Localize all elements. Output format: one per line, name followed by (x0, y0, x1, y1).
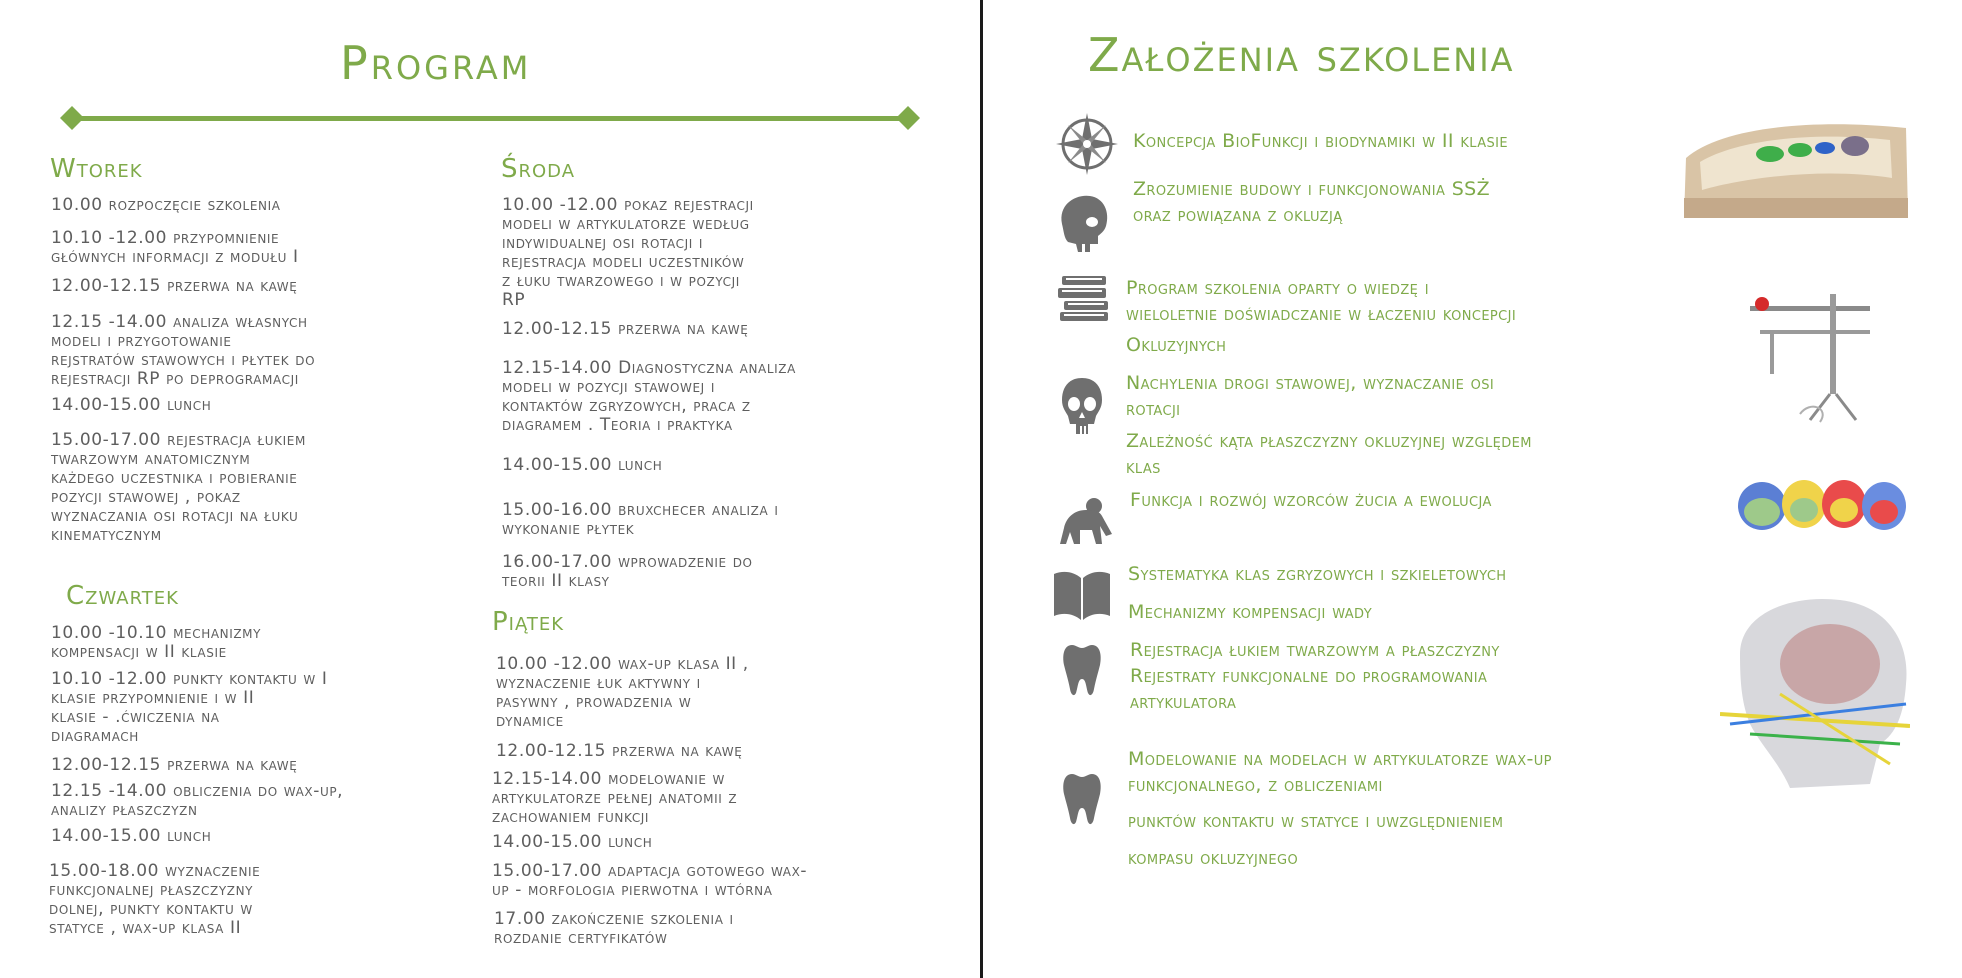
schedule-item: 14.00-15.00 lunch (51, 826, 212, 846)
day-heading-sroda: Środa (501, 154, 576, 184)
day-heading-piatek: Piątek (492, 607, 565, 637)
topic-line: Okluzyjnych (1126, 334, 1227, 356)
skull-xray-illustration (1720, 594, 1910, 790)
schedule-item: 14.00-15.00 lunch (492, 832, 653, 852)
topic-line: Modelowanie na modelach w artykulatorze wax-up funkcjonalnego, z obliczeniami (1128, 748, 1552, 796)
schedule-item: 12.00-12.15 przerwa na kawę (51, 276, 298, 296)
schedule-item: 12.00-12.15 przerwa na kawę (502, 319, 749, 339)
dental-model-photo (1680, 118, 1910, 222)
program-title: Program (340, 36, 532, 90)
topic-line: punktów kontaktu w statyce i uwzględnieniem (1128, 810, 1504, 832)
skull-icon (1054, 194, 1110, 256)
books-icon (1058, 274, 1110, 322)
articulator-illustration (1730, 290, 1890, 440)
topic-line: Systematyka klas zgryzowych i szkieletowych (1128, 563, 1507, 585)
page-divider (980, 0, 983, 978)
tooth-icon (1062, 772, 1102, 828)
schedule-item: 15.00-17.00 rejestracja łukiem twarzowym anatomicznym każdego uczestnika i pobieranie pozycji stawowej , pokaz wyznaczania osi rotacji na łuku kinematycznym (51, 430, 306, 545)
skull-icon (1060, 376, 1104, 438)
topic-line: Zrozumienie budowy i funkcjonowania SSŻ oraz powiązana z okluzją (1133, 178, 1491, 226)
schedule-item: 12.00-12.15 przerwa na kawę (51, 755, 298, 775)
schedule-item: 15.00-16.00 bruxchecer analiza i wykonanie płytek (502, 500, 779, 539)
schedule-item: 15.00-17.00 adaptacja gotowego wax- up - morfologia pierwotna i wtórna (492, 861, 808, 900)
day-heading-czwartek: Czwartek (66, 581, 179, 611)
topic-line: Zależność kąta płaszczyzny okluzyjnej względem klas (1126, 430, 1532, 478)
schedule-item: 12.15-14.00 Diagnostyczna analiza modeli w pozycji stawowej i kontaktów zgryzowych, praca z diagramem . Teoria i praktyka (502, 358, 796, 435)
open-book-icon (1052, 568, 1112, 622)
schedule-item: 17.00 zakończenie szkolenia i rozdanie certyfikatów (494, 909, 734, 948)
schedule-item: 12.15 -14.00 obliczenia do wax-up, analizy płaszczyzn (51, 781, 344, 820)
day-heading-wtorek: Wtorek (50, 154, 143, 184)
decorative-rule (60, 104, 920, 132)
schedule-item: 14.00-15.00 lunch (51, 395, 212, 415)
topic-line: Funkcja i rozwój wzorców żucia a ewolucja (1130, 489, 1492, 511)
tooth-icon (1062, 643, 1102, 699)
schedule-item: 10.00 -10.10 mechanizmy kompensacji w II klasie (51, 623, 262, 662)
schedule-item: 16.00-17.00 wprowadzenie do teorii II klasy (502, 552, 753, 591)
schedule-item: 10.00 rozpoczęcie szkolenia (51, 195, 281, 215)
dental-arch-diagram (1736, 476, 1910, 534)
schedule-item: 12.15 -14.00 analiza własnych modeli i przygotowanie rejstratów stawowych i płytek do rejestracji RP po deprogramacji (51, 312, 316, 389)
topic-line: Program szkolenia oparty o wiedzę i wieloletnie doświadczanie w łaczeniu koncepcji (1126, 277, 1517, 325)
schedule-item: 12.00-12.15 przerwa na kawę (496, 741, 743, 761)
topic-line: kompasu okluzyjnego (1128, 847, 1299, 869)
topic-line: Rejestracja łukiem twarzowym a płaszczyzny Rejestraty funkcjonalne do programowania artykulatora (1130, 639, 1500, 713)
schedule-item: 10.00 -12.00 wax-up klasa II , wyznaczenie łuk aktywny i pasywny , prowadzenia w dynamice (496, 654, 749, 731)
schedule-item: 12.15-14.00 modelowanie w artykulatorze pełnej anatomii z zachowaniem funkcji (492, 769, 738, 827)
schedule-item: 10.00 -12.00 pokaz rejestracji modeli w artykulatorze według indywidualnej osi rotacji i rejestracja modeli uczestników z łuku twarzowego i w pozycji RP (502, 195, 754, 310)
schedule-item: 10.10 -12.00 przypomnienie głównych informacji z modułu I (51, 228, 299, 267)
topic-line: Nachylenia drogi stawowej, wyznaczanie osi rotacji (1126, 372, 1495, 420)
schedule-item: 15.00-18.00 wyznaczenie funkcjonalnej płaszczyzny dolnej, punkty kontaktu w statyce , wax-up klasa II (49, 861, 261, 938)
compass-rose-icon (1054, 111, 1120, 177)
zalozenia-title: Założenia szkolenia (1088, 28, 1515, 82)
schedule-item: 14.00-15.00 lunch (502, 455, 663, 475)
topic-line: Koncepcja BioFunkcji i biodynamiki w II klasie (1133, 130, 1508, 152)
schedule-item: 10.10 -12.00 punkty kontaktu w I klasie przypomnienie i w II klasie - .ćwiczenia na diagramach (51, 669, 328, 746)
topic-line: Mechanizmy kompensacji wady (1128, 601, 1373, 623)
chimpanzee-icon (1056, 496, 1114, 546)
